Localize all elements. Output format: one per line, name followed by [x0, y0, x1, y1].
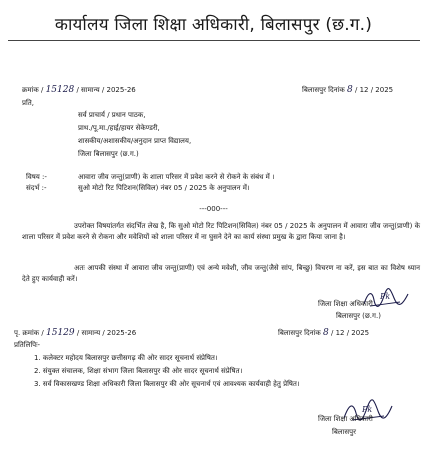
- copy-list-item: 3. सर्व विकासखण्ड शिक्षा अधिकारी जिला बिलासपुर की ओर सूचनार्थ एवं आवश्यक कार्यवाही हेतु प्रेषित।: [34, 380, 300, 388]
- recipient-line: प्राथ./पू.मा./हाई/हायर सेकेण्डरी,: [78, 124, 160, 132]
- copy-list-item: 2. संयुक्त संचालक, शिक्षा संभाग जिला बिलासपुर की ओर सादर सूचनार्थ संप्रेषित।: [34, 367, 243, 375]
- prati-label: प्रति,: [22, 99, 35, 107]
- signature-1: Pk: [360, 286, 412, 316]
- letter2-date-handwritten: 8: [323, 328, 329, 338]
- office-title: कार्यालय जिला शिक्षा अधिकारी, बिलासपुर (छ.ग.): [54, 15, 373, 35]
- header-rule: [8, 40, 420, 41]
- vishay-label: विषय :-: [26, 173, 47, 181]
- letter1-date: बिलासपुर दिनांक 8 / 12 / 2025: [302, 85, 394, 95]
- recipient-line: शासकीय/अशासकीय/अनुदान प्राप्त विद्यालय,: [78, 137, 192, 145]
- copy-list-item: 1. कलेक्टर महोदय बिलासपुर छत्तीसगढ़ की ओर सादर सूचनार्थ संप्रेषित।: [34, 354, 218, 362]
- signature-2: Pk: [340, 398, 396, 430]
- vishay-text: आवारा जीव जन्तु(प्राणी) के शाला परिसर में प्रवेश करने से रोकने के संबंध में ।: [78, 173, 275, 181]
- letter2-date: बिलासपुर दिनांक 8 / 12 / 2025: [278, 328, 370, 338]
- divider-text: ---000---: [199, 205, 228, 213]
- recipient-line: जिला बिलासपुर (छ.ग.): [78, 150, 139, 158]
- recipient-line: सर्व प्राचार्य / प्रधान पाठक,: [78, 111, 146, 119]
- body-paragraph-1: उपरोक्त विषयांतर्गत संदर्भित लेख है, कि सुओ मोटो रिट पिटिशन(सिविल) नंबर 05 / 2025 के अनुपालन में आवारा जीव जन्तु(प्राणी) के शाला परिसर में प्रवेश करने से रोकना और मवेशियों को शाला परिसर में ना घुसने देने का कार्य संस्था प्रमुख के द्वारा किया जाना है।: [22, 222, 420, 241]
- signatory-title-2: जिला शिक्षा अधिकारी: [318, 415, 373, 423]
- signatory-place-1: बिलासपुर (छ.ग.): [336, 312, 381, 320]
- letter2-number: पृ. क्रमांक / 15129 / सामान्य / 2025-26: [14, 328, 137, 338]
- body-paragraph-2: अतः आपकी संस्था में आवारा जीव जन्तु(प्राणी) एवं अन्ये मवेशी, जीव जन्तु(जैसे सांप, बिच्छु) विचरण ना करें, इस बात का विशेष ध्यान देते हुए कार्यवाही करें।: [22, 264, 420, 283]
- letter1-date-handwritten: 8: [347, 85, 353, 95]
- signatory-place-2: बिलासपुर: [332, 428, 356, 436]
- sandarbh-label: संदर्भ :-: [26, 184, 47, 192]
- letter1-number: क्रमांक / 15128 / सामान्य / 2025-26: [22, 85, 136, 95]
- signatory-title-1: जिला शिक्षा अधिकारी: [318, 300, 373, 308]
- pratilipi-label: प्रतिलिपिः-: [14, 341, 41, 349]
- letter1-number-handwritten: 15128: [45, 85, 75, 95]
- sandarbh-text: सुओ मोटो रिट पिटिशन(सिविल) नंबर 05 / 2025 के अनुपालन में।: [78, 184, 250, 192]
- letter2-number-handwritten: 15129: [46, 328, 75, 338]
